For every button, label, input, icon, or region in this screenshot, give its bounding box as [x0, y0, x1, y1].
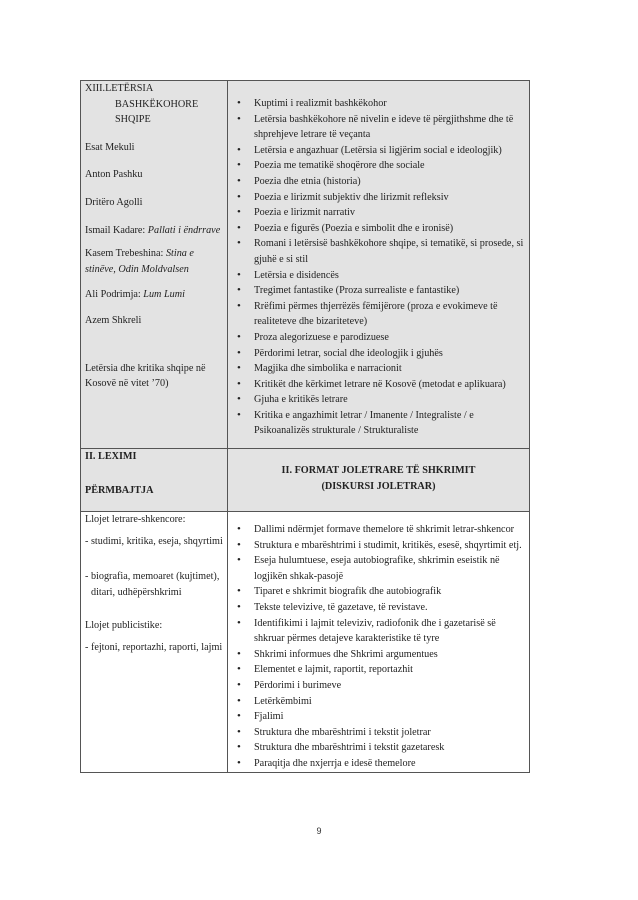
llojet-letrare-shkencore: Llojet letrare-shkencore:: [85, 514, 186, 525]
bullet-item: • Kritikët dhe kërkimet letrare në Kosovë (metodat e aplikuara): [232, 377, 525, 393]
section-ii-title: II. LEXIMI: [85, 451, 137, 462]
bullet-item: • Letërsia e disidencës: [232, 268, 525, 284]
bullet-item: • Rrëfimi përmes thjerrëzës fëmijërore (proza e evokimeve të realiteteve dhe bizariteteve): [232, 299, 525, 330]
bullet-item: • Poezia me tematikë shoqërore dhe sociale: [232, 158, 525, 174]
section-ii-subtitle: PËRMBAJTJA: [85, 484, 154, 496]
llojet-list-item: - biografia, memoaret (kujtimet), ditari, udhëpërshkrimi: [85, 571, 220, 598]
bullet-item: • Tekste televizive, të gazetave, të revistave.: [232, 600, 525, 616]
bullet-item: • Dallimi ndërmjet formave themelore të shkrimit letrar-shkencor: [232, 522, 525, 538]
bullet-item: • Letërsia e angazhuar (Letërsia si ligjërim social e ideologjik): [232, 143, 525, 159]
author-ismail-kadare: Ismail Kadare: Pallati i ëndrrave: [85, 224, 221, 236]
section-xiii-right-cell: [228, 81, 530, 449]
section-xiii-row: [81, 81, 530, 449]
author-azem-shkreli: Azem Shkreli: [85, 314, 142, 326]
bullet-item: • Fjalimi: [232, 709, 525, 725]
bullet-item: • Paraqitja dhe nxjerrja e idesë themelore: [232, 756, 525, 772]
section-xiii-heading: XIII.LETËRSIA: [85, 83, 154, 94]
section-ii-left-header: [81, 449, 228, 512]
section-ii-left-content: [81, 512, 228, 773]
bullet-item: • Përdorimi letrar, social dhe ideologjik i gjuhës: [232, 346, 525, 362]
bullet-item: • Struktura dhe mbarështrimi i tekstit gazetaresk: [232, 740, 525, 756]
bullet-item: • Poezia dhe etnia (historia): [232, 174, 525, 190]
bullet-item: • Struktura dhe mbarështrimi i tekstit joletrar: [232, 725, 525, 741]
bullet-item: • Poezia e lirizmit subjektiv dhe lirizmit refleksiv: [232, 190, 525, 206]
bullet-item: • Proza alegorizuese e parodizuese: [232, 330, 525, 346]
author-esat-mekuli: Esat Mekuli: [85, 141, 135, 153]
section-ii-right-header: [228, 449, 530, 512]
bullet-item: • Struktura e mbarështrimi i studimit, kritikës, esesë, shqyrtimit etj.: [232, 538, 525, 554]
bullet-item: • Letërsia bashkëkohore në nivelin e ideve të përgjithshme dhe të shprehjeve letrare të veçanta: [232, 112, 525, 143]
bullet-item: • Magjika dhe simbolika e narracionit: [232, 361, 525, 377]
bullet-item: • Përdorimi i burimeve: [232, 678, 525, 694]
llojet-publicistike: Llojet publicistike:: [85, 620, 163, 632]
bullet-item: • Letërkëmbimi: [232, 694, 525, 710]
bullet-item: • Shkrimi informues dhe Shkrimi argumentues: [232, 647, 525, 663]
diskursi-joletrar-subtitle: (DISKURSI JOLETRAR): [321, 480, 436, 492]
bullet-item: • Poezia e figurës (Poezia e simbolit dhe e ironisë): [232, 221, 525, 237]
bullet-item: • Identifikimi i lajmit televiziv, radiofonik dhe i gazetarisë së shkruar përmes detajeve karakteristike të tyre: [232, 616, 525, 647]
kosovo-note: Letërsia dhe kritika shqipe në Kosovë në vitet ’70): [85, 362, 206, 390]
curriculum-table: [80, 80, 530, 773]
section-ii-bullet-list: [232, 522, 525, 772]
section-xiii-bullet-list: [232, 96, 525, 439]
llojet-list-item: - fejtoni, reportazhi, raporti, lajmi: [85, 641, 223, 653]
bullet-item: • Tregimet fantastike (Proza surrealiste e fantastike): [232, 283, 525, 299]
author-anton-pashku: Anton Pashku: [85, 169, 143, 181]
bullet-item: • Eseja hulumtuese, eseja autobiografike, shkrimin eseistik në logjikën shkak-pasojë: [232, 553, 525, 584]
bullet-item: • Poezia e lirizmit narrativ: [232, 205, 525, 221]
section-ii-right-content: [228, 512, 530, 773]
bullet-item: • Romani i letërsisë bashkëkohore shqipe, si tematikë, si prosede, si gjuhë e si stil: [232, 236, 525, 267]
bullet-item: • Gjuha e kritikës letrare: [232, 392, 525, 408]
section-xiii-heading-line2: BASHKËKOHORE SHQIPE: [115, 98, 199, 126]
author-kasem-trebeshina: Kasem Trebeshina: Stina e stinëve, Odin Moldvalsen: [85, 248, 194, 275]
work-title: Lum Lumi: [143, 289, 185, 301]
section-xiii-left-cell: [81, 81, 228, 449]
section-ii-header-row: [81, 449, 530, 512]
author-dritero-agolli: Dritëro Agolli: [85, 196, 143, 208]
page-number: 9: [316, 826, 322, 836]
work-title: Stina e stinëve, Odin Moldvalsen: [85, 248, 194, 275]
section-ii-content-row: [81, 512, 530, 773]
bullet-item: • Kuptimi i realizmit bashkëkohor: [232, 96, 525, 112]
format-joletrare-title: II. FORMAT JOLETRARE TË SHKRIMIT: [281, 465, 476, 476]
llojet-list-item: - studimi, kritika, eseja, shqyrtimi: [85, 535, 223, 547]
bullet-item: • Kritika e angazhimit letrar / Imanente / Integraliste / e Psikoanalizës strukturale / Strukturaliste: [232, 408, 525, 439]
work-title: Pallati i ëndrrave: [147, 224, 221, 236]
bullet-item: • Elementet e lajmit, raportit, reportazhit: [232, 662, 525, 678]
author-ali-podrimja: Ali Podrimja: Lum Lumi: [85, 289, 185, 301]
bullet-item: • Tiparet e shkrimit biografik dhe autobiografik: [232, 584, 525, 600]
